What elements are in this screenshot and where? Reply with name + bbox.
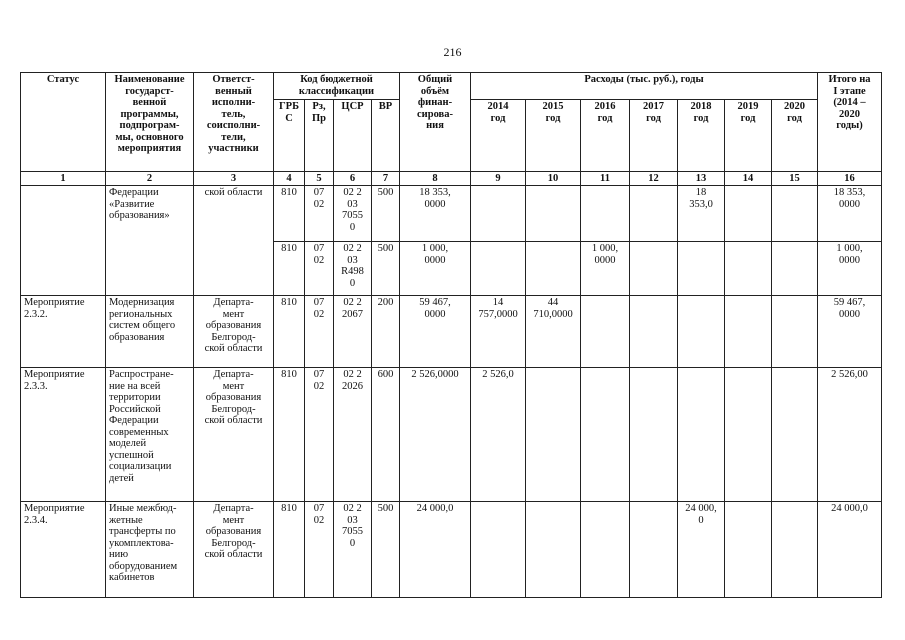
row-2019 xyxy=(725,502,772,598)
column-number: 1 xyxy=(21,172,106,186)
header-rzpr: Рз, Пр xyxy=(305,100,334,172)
row-2019 xyxy=(725,368,772,502)
row-executor: Департа- мент образования Белгород- ской области xyxy=(194,296,274,368)
header-expenses: Расходы (тыс. руб.), годы xyxy=(471,73,818,100)
column-number: 16 xyxy=(818,172,882,186)
row-grbs: 810 xyxy=(274,502,305,598)
row-2018 xyxy=(678,296,725,368)
row-program-name: Распростране- ние на всей территории Российской Федерации современных моделей успешной социализации детей xyxy=(106,368,194,502)
row-status xyxy=(21,186,106,296)
table-row xyxy=(21,502,882,598)
row-2017 xyxy=(630,242,678,296)
row-2015 xyxy=(526,502,581,598)
header-year-2017: 2017 год xyxy=(630,100,678,172)
table-row xyxy=(21,186,882,242)
column-number: 12 xyxy=(630,172,678,186)
row-2019 xyxy=(725,242,772,296)
header-year-2016: 2016 год xyxy=(581,100,630,172)
row-vr: 200 xyxy=(372,296,400,368)
header-year-2015: 2015 год xyxy=(526,100,581,172)
row-executor: ской области xyxy=(194,186,274,296)
row-2018 xyxy=(678,242,725,296)
table-row xyxy=(21,296,882,368)
row-total: 18 353, 0000 xyxy=(400,186,471,242)
row-2017 xyxy=(630,296,678,368)
column-number: 15 xyxy=(772,172,818,186)
row-2015: 44 710,0000 xyxy=(526,296,581,368)
row-rzpr: 07 02 xyxy=(305,242,334,296)
column-number: 2 xyxy=(106,172,194,186)
row-2016 xyxy=(581,186,630,242)
row-rzpr: 07 02 xyxy=(305,502,334,598)
row-rzpr: 07 02 xyxy=(305,368,334,502)
row-csr: 02 2 03 7055 0 xyxy=(334,186,372,242)
row-grbs: 810 xyxy=(274,296,305,368)
row-csr: 02 2 2067 xyxy=(334,296,372,368)
row-2017 xyxy=(630,186,678,242)
row-2014 xyxy=(471,502,526,598)
row-stage-total: 1 000, 0000 xyxy=(818,242,882,296)
row-2019 xyxy=(725,186,772,242)
row-vr: 500 xyxy=(372,186,400,242)
row-status: Мероприятие 2.3.2. xyxy=(21,296,106,368)
header-program-name: Наименование государст- венной программы, подпрограм- мы, основного мероприятия xyxy=(106,73,194,172)
column-number: 13 xyxy=(678,172,725,186)
column-number: 4 xyxy=(274,172,305,186)
column-number: 10 xyxy=(526,172,581,186)
row-2015 xyxy=(526,186,581,242)
row-status: Мероприятие 2.3.3. xyxy=(21,368,106,502)
page-number: 216 xyxy=(443,45,462,59)
table-row xyxy=(21,368,882,502)
row-stage-total: 18 353, 0000 xyxy=(818,186,882,242)
row-2018: 18 353,0 xyxy=(678,186,725,242)
row-program-name: Федерации «Развитие образования» xyxy=(106,186,194,296)
row-2016 xyxy=(581,296,630,368)
column-number: 14 xyxy=(725,172,772,186)
header-year-2014: 2014 год xyxy=(471,100,526,172)
header-year-2019: 2019 год xyxy=(725,100,772,172)
row-2014 xyxy=(471,186,526,242)
row-status: Мероприятие 2.3.4. xyxy=(21,502,106,598)
row-grbs: 810 xyxy=(274,368,305,502)
column-number: 3 xyxy=(194,172,274,186)
row-total: 2 526,0000 xyxy=(400,368,471,502)
row-2016 xyxy=(581,502,630,598)
row-csr: 02 2 03 7055 0 xyxy=(334,502,372,598)
row-2017 xyxy=(630,368,678,502)
row-rzpr: 07 02 xyxy=(305,296,334,368)
row-csr: 02 2 2026 xyxy=(334,368,372,502)
column-number: 5 xyxy=(305,172,334,186)
row-2020 xyxy=(772,242,818,296)
row-rzpr: 07 02 xyxy=(305,186,334,242)
column-number: 7 xyxy=(372,172,400,186)
row-vr: 500 xyxy=(372,242,400,296)
row-executor: Департа- мент образования Белгород- ской области xyxy=(194,502,274,598)
row-2019 xyxy=(725,296,772,368)
row-2014: 14 757,0000 xyxy=(471,296,526,368)
header-status: Статус xyxy=(21,73,106,172)
row-2018 xyxy=(678,368,725,502)
row-2015 xyxy=(526,242,581,296)
row-total: 1 000, 0000 xyxy=(400,242,471,296)
header-row-1 xyxy=(21,73,882,100)
row-program-name: Модернизация региональных систем общего образования xyxy=(106,296,194,368)
row-2020 xyxy=(772,502,818,598)
row-2020 xyxy=(772,296,818,368)
header-stage-total: Итого на I этапе (2014 – 2020 годы) xyxy=(818,73,882,172)
column-number: 11 xyxy=(581,172,630,186)
row-stage-total: 59 467, 0000 xyxy=(818,296,882,368)
row-program-name: Иные межбюд- жетные трансферты по укомплектова- нию оборудованием кабинетов xyxy=(106,502,194,598)
header-year-2020: 2020 год xyxy=(772,100,818,172)
column-number: 9 xyxy=(471,172,526,186)
row-executor: Департа- мент образования Белгород- ской области xyxy=(194,368,274,502)
header-year-2018: 2018 год xyxy=(678,100,725,172)
row-vr: 600 xyxy=(372,368,400,502)
column-number: 6 xyxy=(334,172,372,186)
row-2014 xyxy=(471,242,526,296)
row-total: 59 467, 0000 xyxy=(400,296,471,368)
header-grbs: ГРБ С xyxy=(274,100,305,172)
row-total: 24 000,0 xyxy=(400,502,471,598)
row-2014: 2 526,0 xyxy=(471,368,526,502)
row-csr: 02 2 03 R498 0 xyxy=(334,242,372,296)
budget-table xyxy=(20,72,882,598)
header-vr: ВР xyxy=(372,100,400,172)
row-vr: 500 xyxy=(372,502,400,598)
row-stage-total: 24 000,0 xyxy=(818,502,882,598)
header-executor: Ответст- венный исполни- тель, соисполни- тели, участники xyxy=(194,73,274,172)
row-stage-total: 2 526,00 xyxy=(818,368,882,502)
row-2016: 1 000, 0000 xyxy=(581,242,630,296)
column-numbers-row xyxy=(21,172,882,186)
header-budget-code: Код бюджетной классификации xyxy=(274,73,400,100)
row-grbs: 810 xyxy=(274,186,305,242)
row-2020 xyxy=(772,186,818,242)
row-2018: 24 000, 0 xyxy=(678,502,725,598)
row-2017 xyxy=(630,502,678,598)
row-2020 xyxy=(772,368,818,502)
header-total-volume: Общий объём финан- сирова- ния xyxy=(400,73,471,172)
row-grbs: 810 xyxy=(274,242,305,296)
column-number: 8 xyxy=(400,172,471,186)
row-2015 xyxy=(526,368,581,502)
row-2016 xyxy=(581,368,630,502)
header-csr: ЦСР xyxy=(334,100,372,172)
